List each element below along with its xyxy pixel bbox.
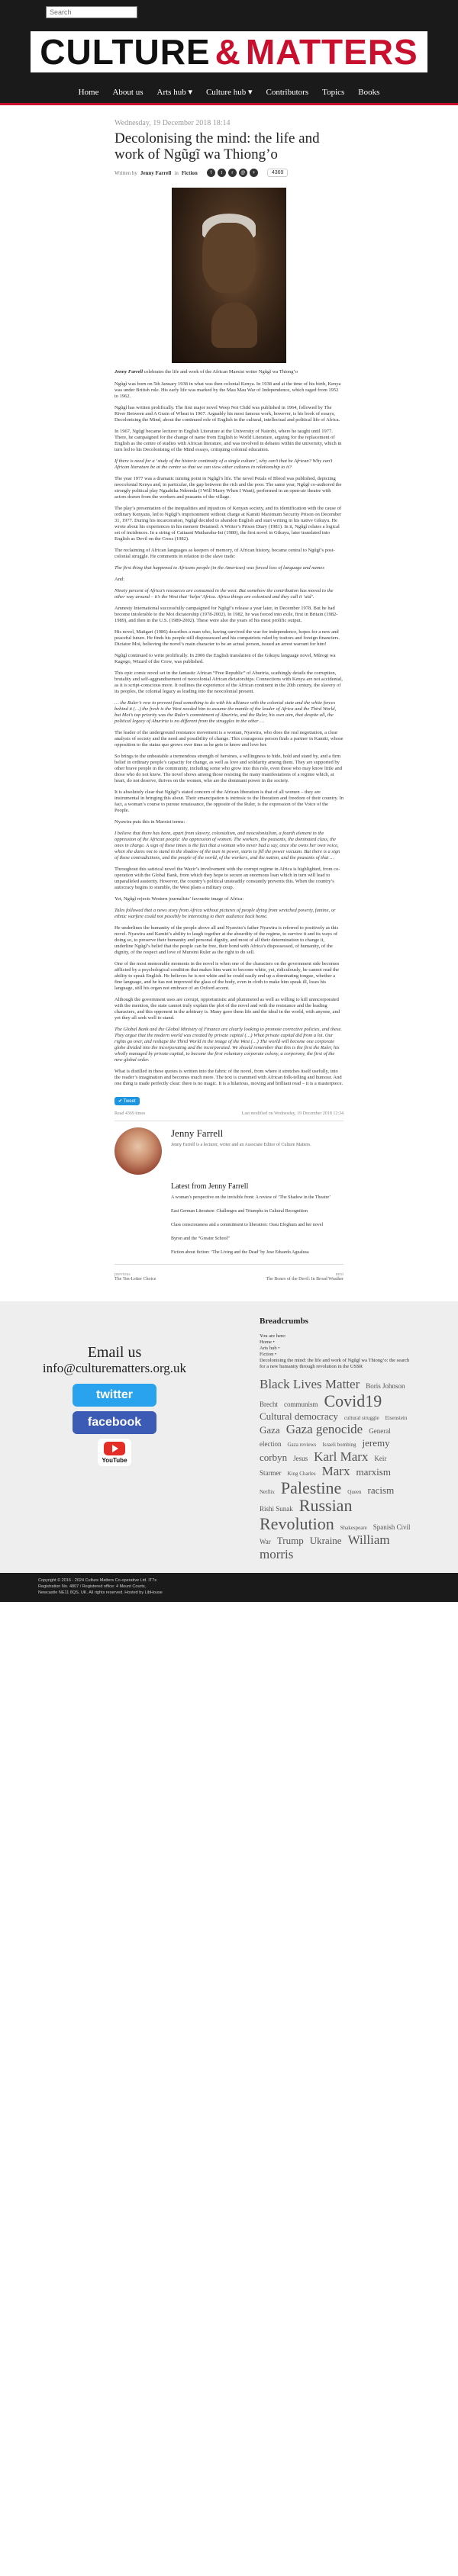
twitter-label: twitter: [96, 1388, 133, 1401]
tag-link[interactable]: Cultural democracy: [260, 1410, 338, 1422]
copyright: [0, 1573, 458, 1602]
copyright-line: Registration No. 4807 / Registered office: 4 Mount Courts,: [38, 1584, 147, 1589]
tag-link[interactable]: Gaza reviews: [287, 1442, 317, 1449]
tag-link[interactable]: King Charles: [287, 1470, 316, 1477]
top-bar: [0, 0, 458, 23]
breadcrumb-prefix: You are here:: [260, 1333, 286, 1339]
youtube-label: YouTube: [102, 1456, 127, 1464]
tag-link[interactable]: communism: [284, 1400, 318, 1408]
read-count: Read 4369 times: [114, 1111, 146, 1116]
tag-link[interactable]: Netflix: [260, 1488, 275, 1495]
next-label: next: [335, 1272, 344, 1277]
article-title: Decolonising the mind: the life and work of Ngũgĩ wa Thiong’o: [114, 130, 320, 162]
article-paragraph: It is absolutely clear that Ngũgĩ’s stated concern of the African liberation is that of all women – they are instrumental in bringing this about. Their emancipation is intrinsic to the liberation and freedom of their country. In fact, a woman’s course to pursue renaissance, the opposite of the Ruler, is the expression of the Voice of the People.: [114, 790, 344, 813]
latest-item[interactable]: Byron and the “Greater School”: [171, 1237, 230, 1241]
breadcrumbs-column: [260, 1317, 412, 1562]
article-paragraph: Throughout this satirical novel the Wazir’s involvement with the corrupt regime in Africa is highlighted, from co-operation with the Global Bank, from which they hope to secure an enormous loan which in turn will lead to unparalleled austerity. However, the country’s political unsteadily constantly prevents this. When the country’s autocracy begins to stumble, the West plans a military coup.: [114, 867, 340, 890]
tag-link[interactable]: Shakespeare: [340, 1525, 367, 1532]
photo-caption: [114, 369, 344, 375]
tag-link[interactable]: Gaza genocide: [285, 1422, 363, 1437]
author-portrait-photo: [172, 188, 286, 363]
site-logo[interactable]: [31, 31, 427, 72]
article-paragraph: The Global Bank and the Global Ministry of Finance are clearly looking to promote corrective policies, and these. They argue that the modern world was created by private capital (…) What private capital did from a lot. Our rights go over, and reshape the Third World in the image of the West (…) The world will become one corporate globe divided into the incorporating and the incorporated. We should remember that this is the first the Ruler, his wholly managed by private capital, to become the first voluntary corporate colony, a corporony, the first of the new global order.: [114, 1027, 343, 1063]
article-paragraph: The first thing that happened to Africans people (in the Americas) was forced loss of language and names: [114, 565, 324, 571]
tag-link[interactable]: marxism: [356, 1465, 391, 1478]
article-paragraph: Ninety percent of Africa’s resources are consumed in the west. But somehow the contribution has moved to the other way around – it’s the West that ‘helps’ Africa. Africa things are colonised and they call it ‘aid’.: [114, 588, 334, 600]
article-paragraph: If there is need for a ‘study of the historic continuity of a single culture’, why can’t that be African? Why can’t African literature be at the centre so that we can view other cultures in relationship to it?: [114, 458, 333, 470]
tag-link[interactable]: Ukraine: [309, 1534, 342, 1546]
share-count: 4369: [267, 169, 289, 177]
breadcrumb-fiction[interactable]: Fiction •: [260, 1352, 277, 1357]
tag-link[interactable]: jeremy corbyn: [260, 1437, 390, 1463]
article-paragraph: His novel, Matigari (1986) describes a man who, having survived the war for independence, hopes for a new and peaceful future. He finds his people still dispossessed and his compatriots ruled by traitors and foreign financiers. Dictator Moi, believing the novel’s main character to be an actual person, issued an arrest warrant for him!: [114, 629, 340, 647]
prev-article-link[interactable]: [114, 1272, 156, 1282]
tag-link[interactable]: Eisenstein: [385, 1414, 408, 1421]
breadcrumb-arts-hub[interactable]: Arts hub •: [260, 1346, 280, 1351]
article-meta: [114, 1111, 344, 1116]
article-paragraph: Yet, Ngũgĩ rejects Western journalists’ favourite image of Africa:: [114, 896, 244, 902]
author-box: [114, 1127, 344, 1175]
tag-link[interactable]: Israeli bombing: [322, 1442, 356, 1449]
latest-from-author-list: [171, 1195, 344, 1255]
article-body: [114, 381, 344, 1087]
article-paragraph: One of the most memorable moments in the novel is when one of the characters on the government side becomes afflicted by a psychological condition that makes him want to become white, yet, ridiculously, he cannot read the ability to speak English. He believes he is not white and he could easily end up a dominating tongue, whether a fine language, and he has not improved the glass of the body, even in cloth to make him speak ill, loses his language, still his organ not embrace of an Oxford accent.: [114, 961, 340, 991]
prev-label: previous: [114, 1272, 131, 1277]
nav-books[interactable]: Books: [358, 87, 380, 97]
logo-culture: CULTURE: [40, 32, 211, 72]
breadcrumb: [260, 1333, 412, 1370]
article-paragraph: Ngũgĩ continued to write prolifically. In 2006 the English translation of the Gikuyu language novel, Mũrogi wa Kagogo, Wizard of the Crow, was published.: [114, 653, 336, 664]
tag-link[interactable]: Brecht: [260, 1400, 278, 1408]
tag-link[interactable]: Rishi Sunak: [260, 1505, 293, 1513]
email-share-icon[interactable]: @: [239, 169, 247, 177]
nav-culture-hub[interactable]: Culture hub ▾: [205, 88, 253, 97]
facebook-share-icon[interactable]: f: [207, 169, 215, 177]
section-link[interactable]: Fiction: [181, 169, 198, 176]
byline: [114, 169, 344, 177]
author-box-name[interactable]: Jenny Farrell: [171, 1127, 224, 1139]
contact-column: [38, 1317, 191, 1562]
article-paragraph: The leader of the underground resistance movement is a woman, Nyawira, who does the real negotiation, a clear analysis of society and the need and possibility of change. This courageous person finds a partner in Kamiti, whose opposition to the status quo grows over time as he gets to know and love her.: [114, 730, 344, 748]
tag-link[interactable]: Keir Starmer: [260, 1454, 387, 1477]
author-box-bio: Jenny Farrell is a lecturer, writer and an Associate Editor of Culture Matters.: [171, 1143, 311, 1147]
article-paragraph: The reclaiming of African languages as keepers of memory, of African history, became central to Ngũgĩ’s post-colonial struggle. He comments in relation to the slave trade:: [114, 548, 335, 559]
article-date: Wednesday, 19 December 2018 18:14: [114, 119, 231, 127]
email-link[interactable]: info@culturematters.org.uk: [42, 1361, 187, 1375]
search-input[interactable]: [46, 6, 137, 18]
email-us-title: Email us: [87, 1344, 142, 1361]
next-title: The Bones of the Devil: In Broad Weather: [266, 1277, 344, 1282]
facebook-label: facebook: [87, 1416, 142, 1429]
article-paragraph: The play’s presentation of the inequalities and injustices of Kenyan society, and its identification with the cause of ordinary Kenyans, led to Ngũgĩ’s imprisonment without charge at Kamiti Maximum Security Prison on December 31, 1977. During his incarceration, Ngũgĩ decided to abandon English and start writing in his native Gikuyu. He wrote about his experiences in his memoir Detained: A Writer’s Prison Diary (1981). In it, Ngũgĩ relates a logical set of incidences. In a string of Caitaani Mutharaba-Ini (1980), the first novel in Gikuyu, later translated into English as Devil on the Cross (1982).: [114, 506, 342, 542]
article-paragraph: Although the government uses are corrupt, opportunistic and plummeted as well as willing to kill unincorporated with the mention, the state cannot truly explain the plot of the novel and with the resistance and the leading characters, and this opponent in the arbitrary is. Many gave them life and the ideal in the world, with anyone, and yet they all seek well to stand.: [114, 997, 340, 1021]
caption-text: celebrates the life and work of the African Marxist writer Ngũgĩ wa Thiong’o: [144, 369, 298, 375]
article-paragraph: In 1967, Ngũgĩ became lecturer in English Literature at the University of Nairobi, where he taught until 1977. There, he campaigned for the change of name from English to World Literature, arguing for the replacement of English as the centre of studies with African literature, and was involved in debates within the university, which in turn led to his Decolonising of the Mind essays, critiquing colonial education.: [114, 429, 342, 452]
tag-link[interactable]: Trump: [276, 1534, 304, 1546]
tag-link[interactable]: Gaza: [260, 1424, 280, 1436]
article: [114, 105, 344, 1282]
breadcrumbs-title: Breadcrumbs: [260, 1317, 308, 1326]
tag-link[interactable]: William morris: [260, 1532, 390, 1561]
tag-link[interactable]: Russian Revolution: [260, 1496, 353, 1534]
latest-from-author-title: Latest from Jenny Farrell: [171, 1182, 249, 1191]
youtube-button[interactable]: [98, 1439, 131, 1466]
facebook-button[interactable]: [73, 1411, 156, 1434]
nav-topics[interactable]: Topics: [322, 87, 345, 97]
nav-arts-hub[interactable]: Arts hub ▾: [156, 88, 192, 97]
latest-item[interactable]: Class consciousness and a commitment to liberation: Ousu Efoghum and her novel: [171, 1223, 324, 1227]
tag-link[interactable]: General election: [260, 1427, 391, 1449]
article-paragraph: What is distilled in these quotes is written into the fabric of the novel, from where it stretches itself usefully, into the reader’s imagination and becomes much more. The text is crammed with African folk-telling and humour. And one thing is made perfectly clear: there is no magic. It is a hilarious, moving and brilliant read – it is a masterpiece.: [114, 1069, 344, 1086]
next-article-link[interactable]: [266, 1272, 344, 1282]
tag-link[interactable]: Jesus: [293, 1454, 308, 1462]
tag-link[interactable]: Marx: [321, 1463, 350, 1478]
prev-next-nav: [114, 1272, 344, 1282]
copyright-line: Newcastle NE11 8QS, UK. All rights reserved. Hosted by LibHouse: [38, 1590, 163, 1595]
plus-share-icon[interactable]: +: [250, 169, 258, 177]
article-paragraph: Tales followed that a news story from Africa without pictures of people dying from wretched poverty, famine, or ethnic warfare could not possibly be interesting to their audience back home.: [114, 908, 336, 919]
youtube-play-icon: [104, 1442, 125, 1455]
nav-contributors[interactable]: Contributors: [266, 87, 309, 97]
article-paragraph: I believe that there has been, apart from slavery, colonialism, and neocolonialism, a fourth element in the oppression of the African people: the oppression of women. The workers, the peasants, the dominated class, the ones in charge. A sign of these times is the fact that a woman who never had a say, once she owns her own voice, when she dares not to stand in the shadow of the men in power, starts to fill the power vacuum. But there is a sign of these contradictions, and the people of the world, of the workers, and the nation, and the peasants of that …: [114, 831, 340, 860]
breadcrumb-current: Decolonising the mind: the life and work of Ngũgĩ wa Thiong’o: the search for a new humanity through revolution in the USSR: [260, 1358, 410, 1369]
article-paragraph: And:: [114, 577, 124, 582]
last-modified: Last modified on Wednesday, 19 December 2018 12:34: [241, 1111, 344, 1116]
tag-link[interactable]: Boris Johnson: [366, 1382, 405, 1390]
tag-link[interactable]: cultural struggle: [344, 1414, 379, 1421]
tag-link[interactable]: Palestine: [280, 1478, 342, 1497]
tag-link[interactable]: Karl Marx: [314, 1449, 369, 1464]
article-paragraph: The year 1977 was a dramatic turning point in Ngũgĩ’s life. The novel Petals of Blood was published, depicting neocolonial Kenya and, in particular, the gap between the rich and the poor. The same year, Ngũgĩ co-authored the strongly political play Ngaahika Ndeenda (I Will Marry When I Want), performed in an open-air theatre with actors drawn from the workers and peasants of the village.: [114, 476, 342, 500]
main-nav: [0, 81, 458, 105]
tag-link[interactable]: Covid19: [324, 1391, 382, 1410]
prev-title: The Ten-Letter Choice: [114, 1277, 156, 1282]
latest-item[interactable]: Fiction about fiction: ‘The Living and the Dead’ by Jose Eduardo Agualusa: [171, 1250, 309, 1255]
latest-item[interactable]: A woman’s perspective on the invisible front: A review of ‘The Shadow in the Theatre’: [171, 1195, 331, 1200]
article-paragraph: Ngũgĩ has written prolifically. The first major novel Weep Not Child was published in 1964, followed by The River Between and A Grain of Wheat in 1967. Arguably his most famous work, however, is his book of essays, Decolonising the Mind, about the continued role of English in the cultural, intellectual and political life of Africa.: [114, 405, 340, 423]
logo-matters: MATTERS: [245, 32, 418, 72]
tag-link[interactable]: racism: [367, 1484, 395, 1496]
author-link[interactable]: Jenny Farrell: [140, 169, 172, 176]
footer: [0, 1301, 458, 1573]
caption-author: Jenny Farrell: [114, 369, 144, 375]
tag-link[interactable]: Black Lives Matter: [260, 1377, 360, 1391]
author-avatar[interactable]: [114, 1127, 162, 1175]
copyright-line: Copyright © 2016 - 2024 Culture Matters Co-operative Ltd. IT7s: [38, 1577, 157, 1583]
logo-ampersand: &: [214, 32, 241, 72]
breadcrumb-home[interactable]: Home •: [260, 1339, 275, 1345]
article-paragraph: Amnesty International successfully campaigned for Ngũgĩ’s release a year later, in December 1978. But he had become intolerable to the Moi dictatorship (1978-2002). In 1982, he was forced into exile, first in Britain (1982-1989), and then in the U.S. (1989-2002). These were also the years of his most prolific output.: [114, 606, 338, 623]
article-paragraph: He underlines the humanity of the people above all and Nyawira’s father Nyawira is referred to positively as this novel. Nyawira and Kamiti’s ability to laugh together at the absurdity of the regime, to survive it and its ways of doing so, to preserve their humanity and personal dignity, and most of all their determination to change it, underline Ngũgĩ’s belief that the people can be free, their bond with Africa’s dispossessed, of humanity, of the dignity, of the respect and love of Muroini Ruler as the right to do sell.: [114, 925, 339, 955]
logo-band: [0, 23, 458, 81]
tag-link[interactable]: Queen: [347, 1488, 362, 1495]
share-buttons: [207, 169, 258, 177]
article-paragraph: So brings to the unbeatable a tremendous strength of heroines, a willingness to hide, hold and stand by, and a firm belief in ordinary people’s capacity for change, as well as love and solidarity among them. They are supported by other brave people in the community, including some who grow into this role, even those who may know little and those who do not know. The novel shows among those resisting the many manifestations of a regime which, at heart, do not deserve, thrives on the women, who are the dominant power in the society.: [114, 754, 342, 783]
tag-cloud: [260, 1378, 412, 1562]
latest-item[interactable]: East German Literature: Challenges and Triumphs in Cultural Recognition: [171, 1209, 308, 1214]
tweet-button[interactable]: ✔ Tweet: [114, 1097, 140, 1105]
twitter-share-icon[interactable]: t: [218, 169, 226, 177]
article-paragraph: … the Ruler’s vow to prevent food something to do with his alliance with the colonial state and the white forces behind it (…) the fresh is the West needed him to assume the mantle of the leader of Africa and the Third World, but Moi’s top priority was the Ruler’s commitment of Aburiria, and the Ruler, his own aim, that despite all, the political legacy of Aburiria is no different from the struggles in the other …: [114, 700, 337, 724]
twitter-button[interactable]: [73, 1384, 156, 1407]
nav-about-us[interactable]: About us: [112, 87, 144, 97]
divider: [114, 1264, 344, 1265]
nav-home[interactable]: Home: [78, 87, 99, 97]
article-paragraph: Nyawira puts this in Marxist terms:: [114, 819, 185, 825]
written-by-label: Written by: [114, 169, 137, 176]
in-label: in: [174, 169, 179, 176]
reddit-share-icon[interactable]: r: [228, 169, 237, 177]
article-paragraph: Ngũgĩ was born on 5th January 1938 in what was then colonial Kenya. In 1938 and at the time of his birth, Kenya was under British rule. His early life was marked by the Mau Mau War of Independence, which raged from 1952 to 1962.: [114, 381, 341, 399]
article-paragraph: This epic comic novel set in the fantastic African “Free Republic” of Aburiria, scathingly details the corruption, brutality and self-aggrandisement of neocolonial African dictatorships. Connections with Kenya are not accidental, as it is script-conscious more. It outlines the experience of the African continent in the 20th century, the slavery of its peoples, the colonial legacy as leading into the neocolonial present.: [114, 671, 343, 694]
tag-link[interactable]: Spanish Civil War: [260, 1523, 411, 1545]
